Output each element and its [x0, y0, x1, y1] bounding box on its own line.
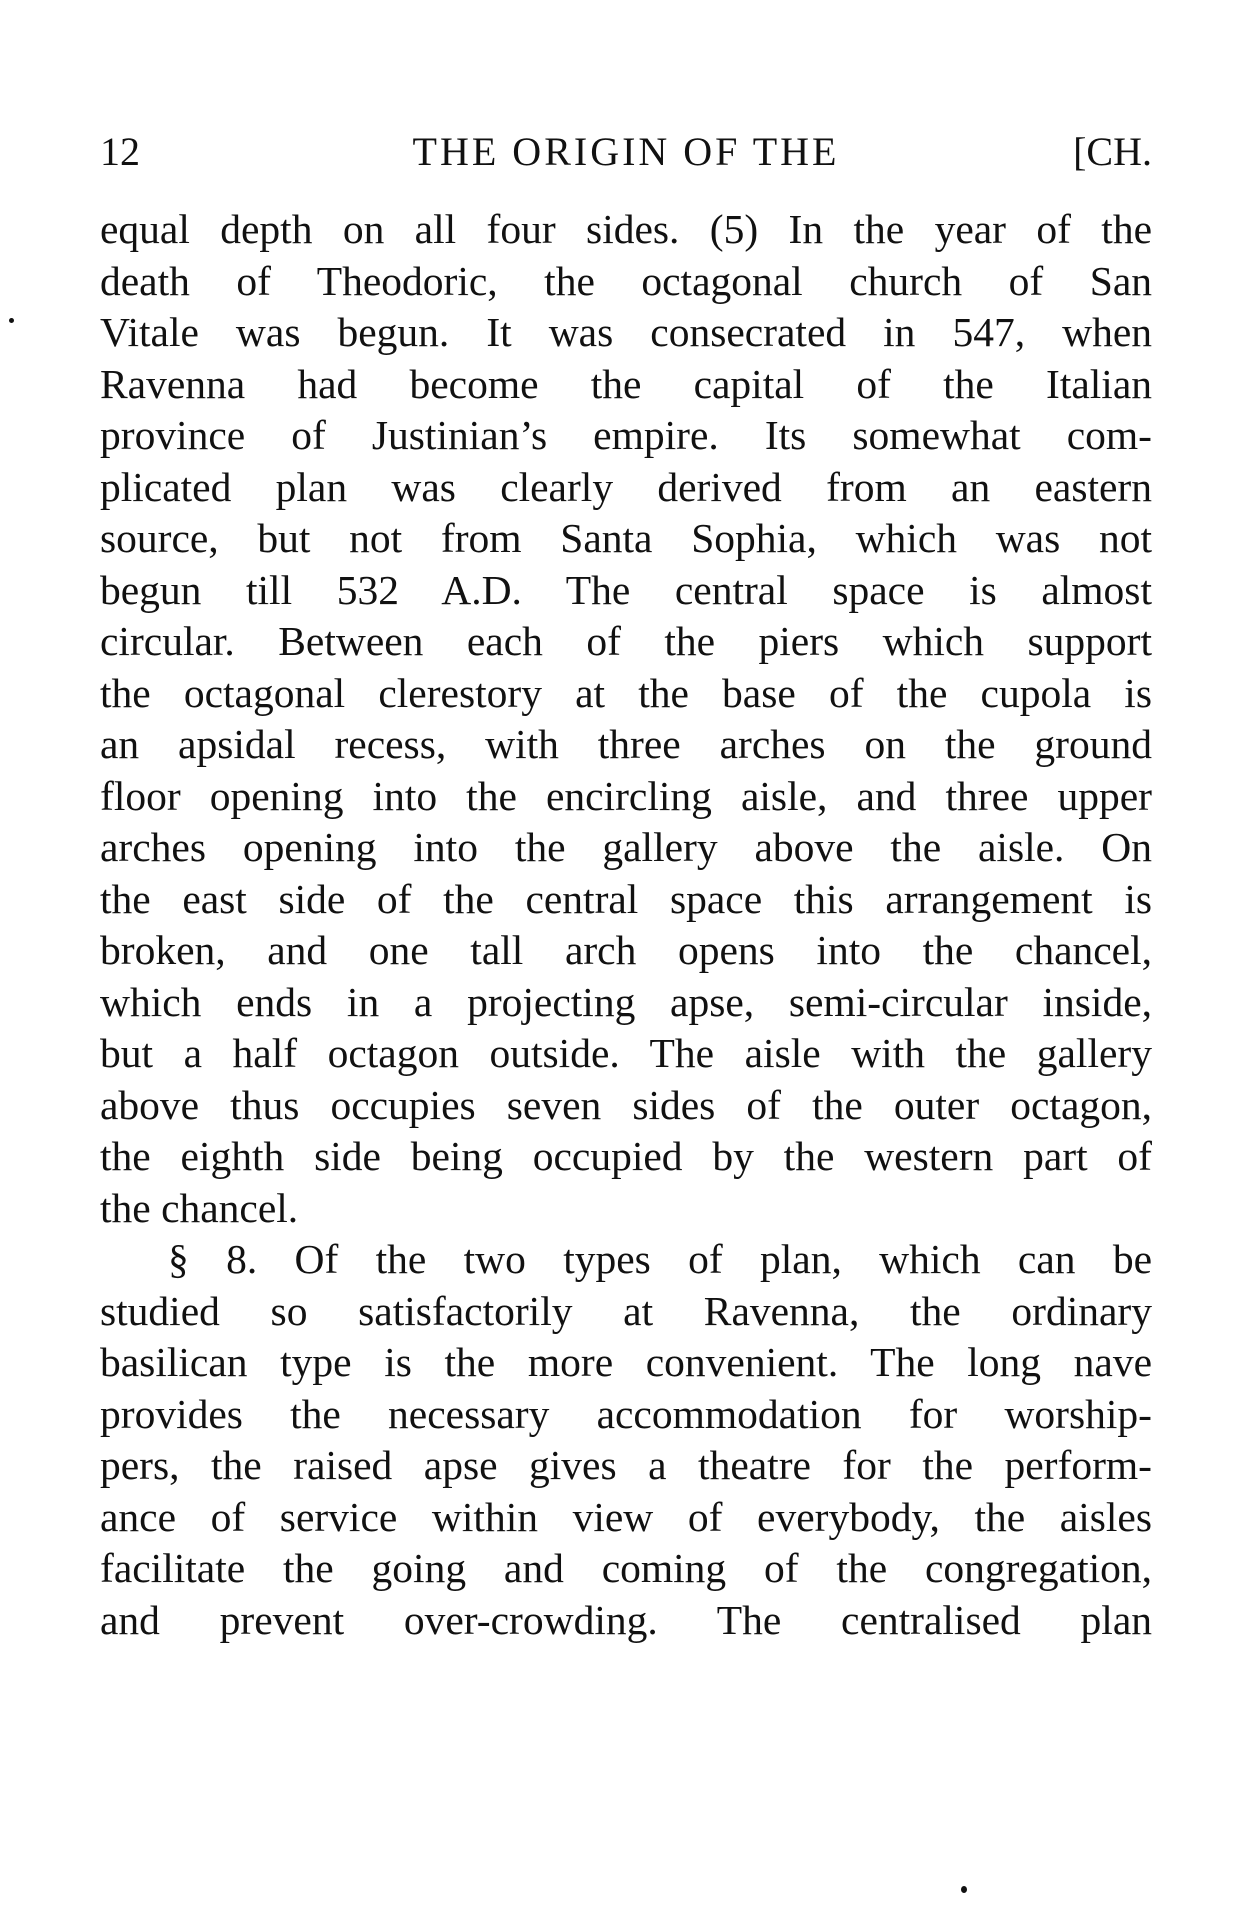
section-heading-line: § 8. Of the two types of plan, which can be: [168, 1236, 1152, 1282]
text-line: Ravenna had become the capital of the Italian: [100, 360, 1152, 407]
text-line: Vitale was begun. It was consecrated in 547, when: [100, 309, 1152, 355]
text-line: which ends in a projecting apse, semi-circular inside,: [100, 978, 1152, 1025]
text-line: studied so satisfactorily at Ravenna, the ordinary: [100, 1287, 1152, 1334]
text-line: the eighth side being occupied by the western part of: [100, 1133, 1152, 1179]
text-line: but a half octagon outside. The aisle with the gallery: [100, 1030, 1152, 1076]
text-line: arches opening into the gallery above the aisle. On: [100, 824, 1152, 870]
chapter-mark: [CH.: [1073, 129, 1152, 174]
text-line: broken, and one tall arch opens into the chancel,: [100, 927, 1152, 973]
text-line: ance of service within view of everybody, the aisles: [100, 1493, 1152, 1540]
text-line: basilican type is the more convenient. The long nave: [100, 1339, 1152, 1385]
text-line: province of Justinian’s empire. Its somewhat com-: [100, 412, 1152, 458]
text-line: provides the necessary accommodation for worship-: [100, 1390, 1152, 1437]
scan-speck: [961, 1886, 967, 1893]
text-line: above thus occupies seven sides of the outer octagon,: [100, 1081, 1152, 1128]
text-line: the octagonal clerestory at the base of the cupola is: [100, 669, 1152, 716]
text-line: an apsidal recess, with three arches on the ground: [100, 721, 1152, 767]
text-line: the east side of the central space this arrangement is: [100, 875, 1152, 922]
text-line: begun till 532 A.D. The central space is almost: [100, 566, 1152, 613]
text-line: floor opening into the encircling aisle, and three upper: [100, 772, 1152, 819]
text-line-paragraph-end: the chancel.: [100, 1184, 299, 1231]
running-title: THE ORIGIN OF THE: [412, 129, 840, 174]
text-line: and prevent over-crowding. The centralised plan: [100, 1596, 1152, 1643]
text-line: equal depth on all four sides. (5) In the year of the: [100, 206, 1152, 252]
text-line: pers, the raised apse gives a theatre for the perform-: [100, 1442, 1152, 1488]
running-header: [100, 128, 1152, 178]
text-line: source, but not from Santa Sophia, which was not: [100, 515, 1152, 561]
text-line: circular. Between each of the piers which support: [100, 618, 1152, 664]
text-line: facilitate the going and coming of the congregation,: [100, 1545, 1152, 1591]
page-body-text: [100, 204, 1152, 1646]
text-line: death of Theodoric, the octagonal church of San: [100, 257, 1152, 304]
page-number: 12: [100, 129, 140, 174]
scan-speck: [9, 318, 14, 323]
text-line: plicated plan was clearly derived from an eastern: [100, 463, 1152, 510]
